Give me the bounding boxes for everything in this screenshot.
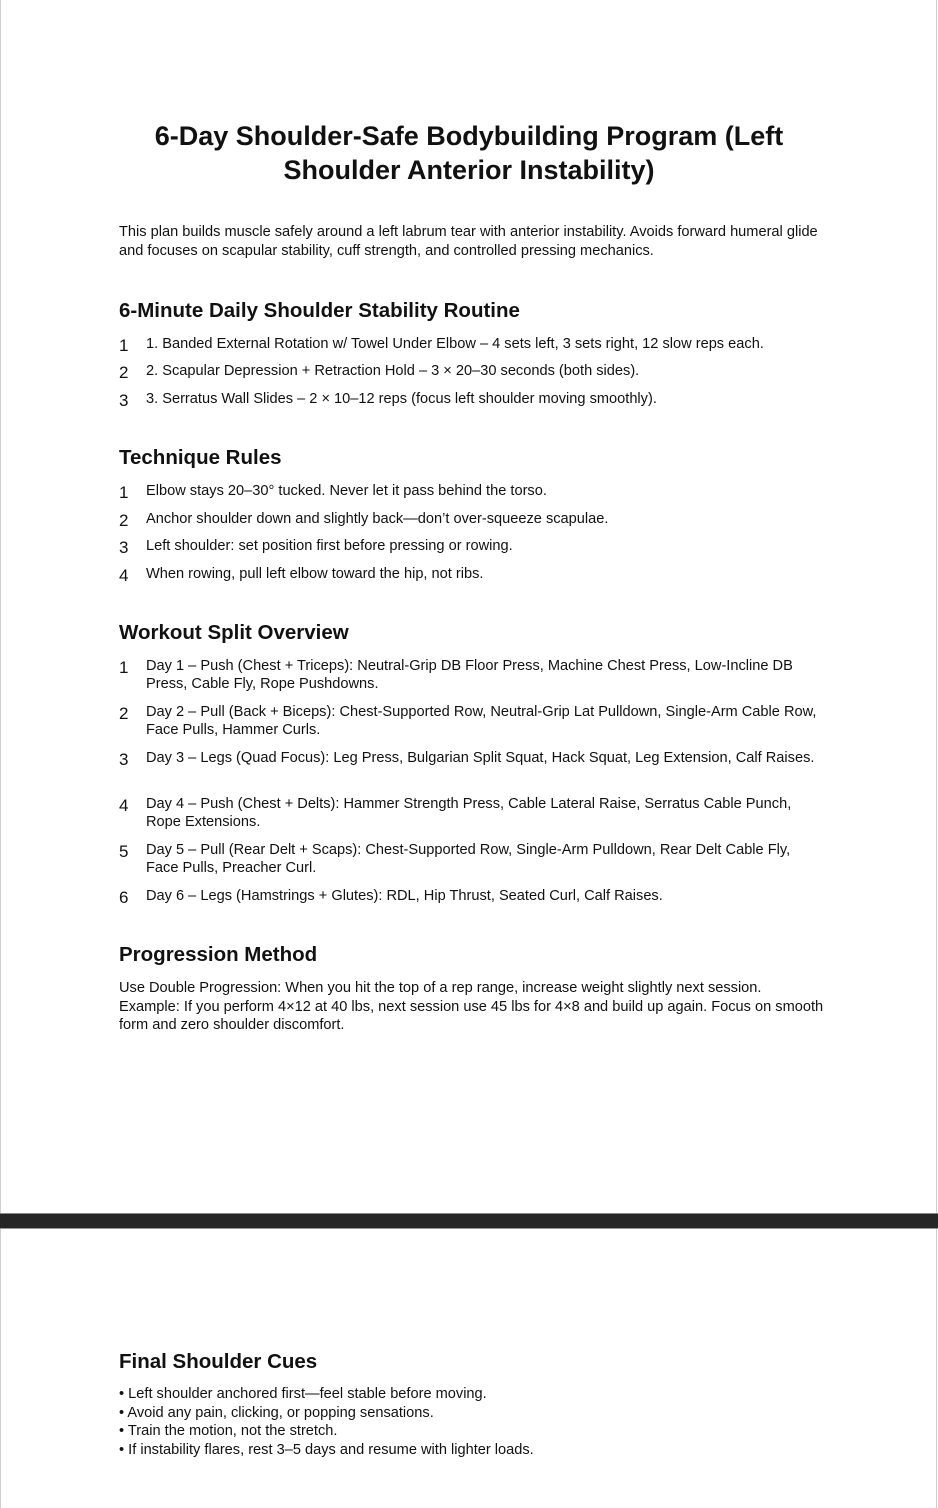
item-text: Elbow stays 20–30° tucked. Never let it pass behind the torso. [146,483,547,499]
item-number: 2 [119,704,129,723]
list-item [119,841,824,877]
item-number: 6 [119,888,129,907]
list-item [119,703,824,739]
split-heading: Workout Split Overview [119,621,349,644]
item-text: Left shoulder: set position first before pressing or rowing. [146,538,513,554]
progression-heading: Progression Method [119,943,318,966]
bullet-item: • Train the motion, not the stretch. [119,1423,338,1439]
item-text: 1. Banded External Rotation w/ Towel Under Elbow – 4 sets left, 3 sets right, 12 slow reps each. [146,336,764,352]
item-number: 1 [119,336,129,355]
list-item [119,537,824,555]
item-number: 2 [119,511,129,530]
item-number: 4 [119,796,129,815]
page-right-edge [936,0,937,1508]
item-number: 4 [119,566,129,585]
cues-heading: Final Shoulder Cues [119,1350,318,1373]
item-text: When rowing, pull left elbow toward the hip, not ribs. [146,566,484,582]
item-number: 2 [119,363,129,382]
item-number: 3 [119,538,129,557]
page-left-edge [0,0,1,1508]
item-number: 3 [119,391,129,410]
bullet-item: • If instability flares, rest 3–5 days and resume with lighter loads. [119,1442,534,1458]
list-item [119,390,824,408]
list-item [119,887,824,905]
item-text: 3. Serratus Wall Slides – 2 × 10–12 reps (focus left shoulder moving smoothly). [146,391,657,407]
item-number: 1 [119,483,129,502]
item-text: Day 2 – Pull (Back + Biceps): Chest-Supported Row, Neutral-Grip Lat Pulldown, Single-Arm Cable Row, Face Pulls, Hammer Curls. [146,704,817,738]
list-item [119,362,824,380]
list-item [119,749,824,767]
item-text: Day 3 – Legs (Quad Focus): Leg Press, Bulgarian Split Squat, Hack Squat, Leg Extension, Calf Raises. [146,750,815,766]
bullet-item: • Avoid any pain, clicking, or popping sensations. [119,1405,434,1421]
list-item [119,510,824,528]
intro-paragraph: This plan builds muscle safely around a left labrum tear with anterior instability. Avoids forward humeral glide and focuses on scapular stability, cuff strength, and controlled pressing mechanics. [119,224,818,259]
list-item [119,565,824,583]
item-text: Anchor shoulder down and slightly back—don’t over-squeeze scapulae. [146,511,609,527]
item-text: Day 4 – Push (Chest + Delts): Hammer Strength Press, Cable Lateral Raise, Serratus Cable Punch, Rope Extensions. [146,796,792,830]
item-number: 3 [119,750,129,769]
item-text: Day 6 – Legs (Hamstrings + Glutes): RDL, Hip Thrust, Seated Curl, Calf Raises. [146,888,663,904]
list-item [119,335,824,353]
bullet-item: • Left shoulder anchored first—feel stable before moving. [119,1386,487,1402]
item-text: Day 1 – Push (Chest + Triceps): Neutral-Grip DB Floor Press, Machine Chest Press, Low-Incline DB Press, Cable Fly, Rope Pushdowns. [146,658,793,692]
routine-heading: 6-Minute Daily Shoulder Stability Routine [119,299,520,322]
progression-paragraph: Use Double Progression: When you hit the top of a rep range, increase weight slightly next session. Example: If you perform 4×12 at 40 lbs, next session use 45 lbs for 4×8 and build up again. Focus on smooth form and zero shoulder discomfort. [119,980,824,1034]
list-item [119,795,824,831]
item-text: 2. Scapular Depression + Retraction Hold – 3 × 20–30 seconds (both sides). [146,363,640,379]
document-title: 6-Day Shoulder-Safe Bodybuilding Program (Left Shoulder Anterior Instability) [154,121,784,185]
page-break-divider [0,1213,938,1229]
item-number: 5 [119,842,129,861]
list-item [119,482,824,500]
item-number: 1 [119,658,129,677]
item-text: Day 5 – Pull (Rear Delt + Scaps): Chest-Supported Row, Single-Arm Pulldown, Rear Delt Cable Fly, Face Pulls, Preacher Curl. [146,842,791,876]
technique-heading: Technique Rules [119,446,282,469]
list-item [119,657,824,693]
